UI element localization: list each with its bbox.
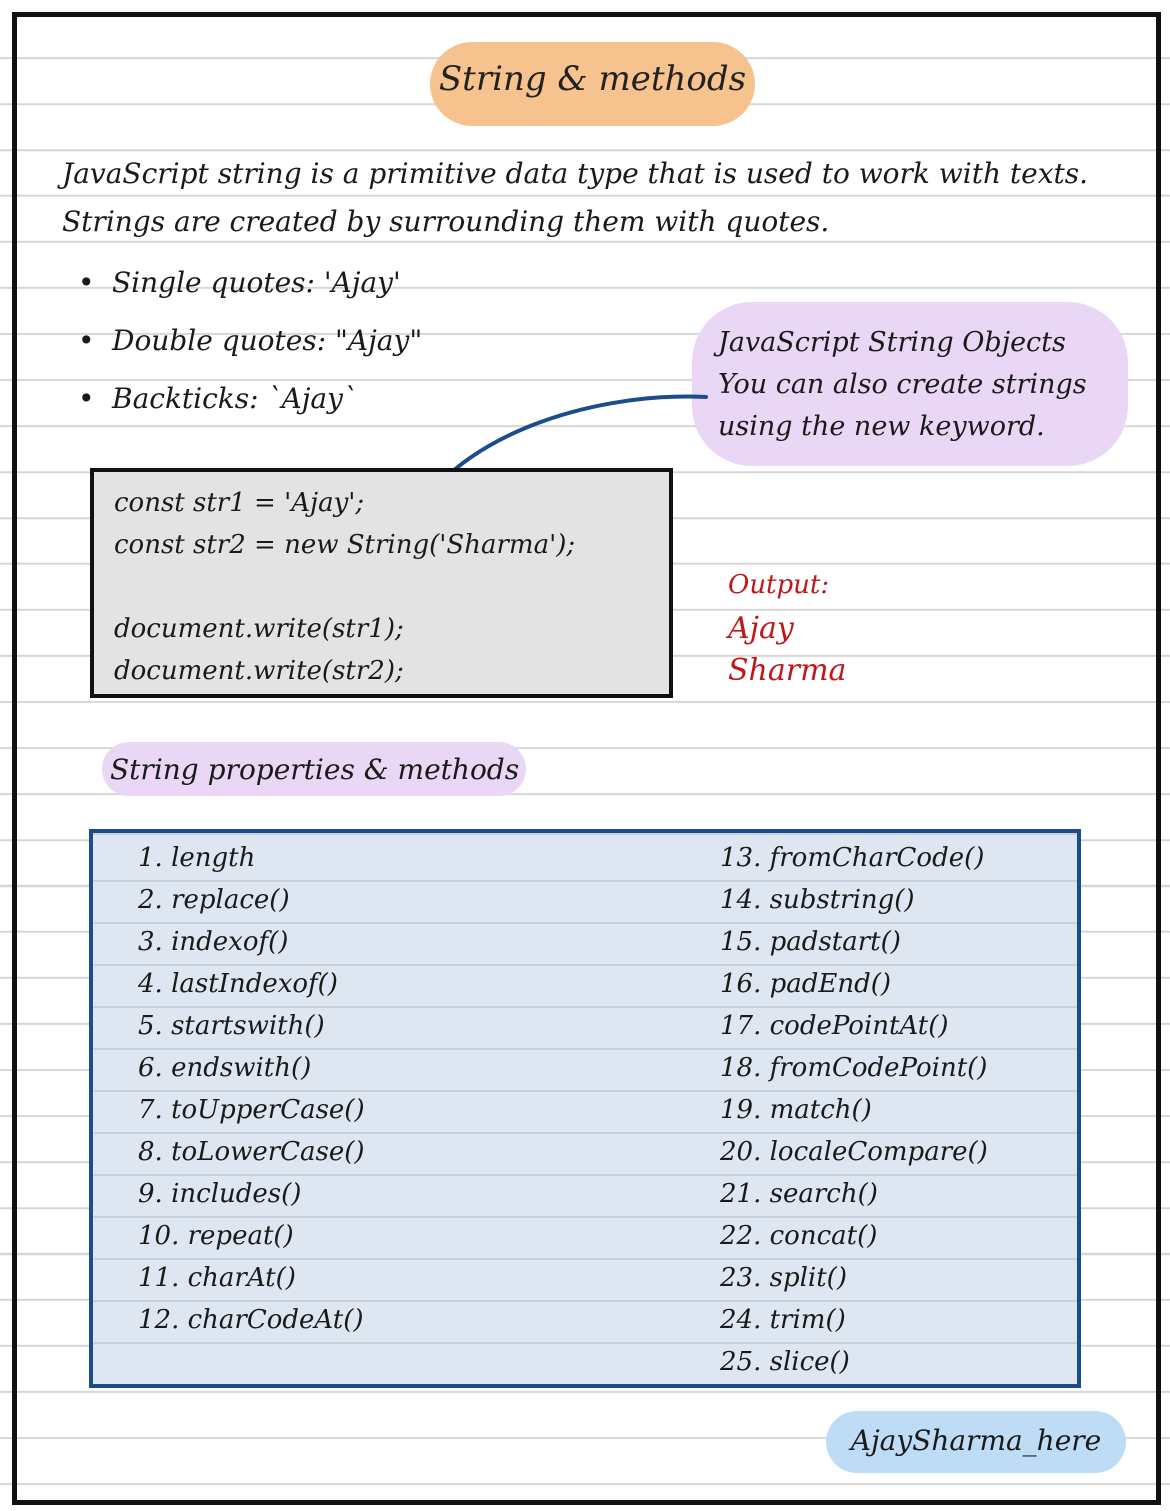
- code-line: const str2 = new String('Sharma');: [114, 530, 576, 560]
- code-line: document.write(str2);: [114, 656, 404, 686]
- list-item: [78, 370, 422, 428]
- bullet-text: Single quotes: 'Ajay': [112, 266, 401, 299]
- list-item: 10. repeat(): [138, 1221, 294, 1251]
- list-item: 25. slice(): [720, 1347, 850, 1377]
- list-item: 24. trim(): [720, 1305, 846, 1335]
- intro-paragraph: [62, 150, 1142, 246]
- list-item: 16. padEnd(): [720, 969, 892, 999]
- note-line: You can also create strings: [718, 369, 1087, 400]
- list-item: [78, 312, 422, 370]
- intro-line: Strings are created by surrounding them with quotes.: [62, 205, 830, 238]
- section-title: String properties & methods: [110, 753, 520, 786]
- list-item: 22. concat(): [720, 1221, 878, 1251]
- list-item: 13. fromCharCode(): [720, 843, 985, 873]
- output-panel: [728, 562, 846, 692]
- list-item: 9. includes(): [138, 1179, 302, 1209]
- bullet-text: Backticks: `Ajay`: [112, 382, 357, 415]
- code-line: document.write(str1);: [114, 614, 404, 644]
- list-item: 15. padstart(): [720, 927, 901, 957]
- list-item: 7. toUpperCase(): [138, 1095, 365, 1125]
- code-block: [90, 468, 673, 698]
- list-item: 20. localeCompare(): [720, 1137, 988, 1167]
- list-item: 12. charCodeAt(): [138, 1305, 364, 1335]
- code-line: const str1 = 'Ajay';: [114, 488, 365, 518]
- list-item: 11. charAt(): [138, 1263, 296, 1293]
- list-item: 14. substring(): [720, 885, 915, 915]
- note-line: using the new keyword.: [718, 411, 1045, 442]
- list-item: 5. startswith(): [138, 1011, 325, 1041]
- author-tag: AjaySharma_here: [850, 1424, 1102, 1457]
- output-label: Output:: [728, 570, 830, 600]
- list-item: 19. match(): [720, 1095, 872, 1125]
- list-item: 2. replace(): [138, 885, 290, 915]
- list-item: 3. indexof(): [138, 927, 289, 957]
- list-item: [78, 254, 422, 312]
- intro-line: JavaScript string is a primitive data type that is used to work with texts.: [62, 157, 1089, 190]
- list-item: 23. split(): [720, 1263, 847, 1293]
- page-title: String & methods: [438, 59, 747, 99]
- note-line: JavaScript String Objects: [718, 327, 1066, 358]
- bullet-icon: •: [78, 382, 95, 415]
- output-value: Sharma: [728, 653, 847, 688]
- list-item: 4. lastIndexof(): [138, 969, 338, 999]
- quote-types-list: [78, 254, 422, 428]
- list-item: 1. length: [138, 843, 256, 873]
- output-value: Ajay: [728, 611, 794, 646]
- bullet-icon: •: [78, 324, 95, 357]
- string-objects-note: [718, 322, 1128, 448]
- bullet-text: Double quotes: "Ajay": [112, 324, 423, 357]
- list-item: 6. endswith(): [138, 1053, 312, 1083]
- methods-list-left: [138, 837, 365, 1341]
- list-item: 17. codePointAt(): [720, 1011, 949, 1041]
- methods-list-right: [720, 837, 988, 1383]
- list-item: 18. fromCodePoint(): [720, 1053, 988, 1083]
- bullet-icon: •: [78, 266, 95, 299]
- list-item: 21. search(): [720, 1179, 878, 1209]
- code-line: [114, 566, 669, 608]
- list-item: 8. toLowerCase(): [138, 1137, 365, 1167]
